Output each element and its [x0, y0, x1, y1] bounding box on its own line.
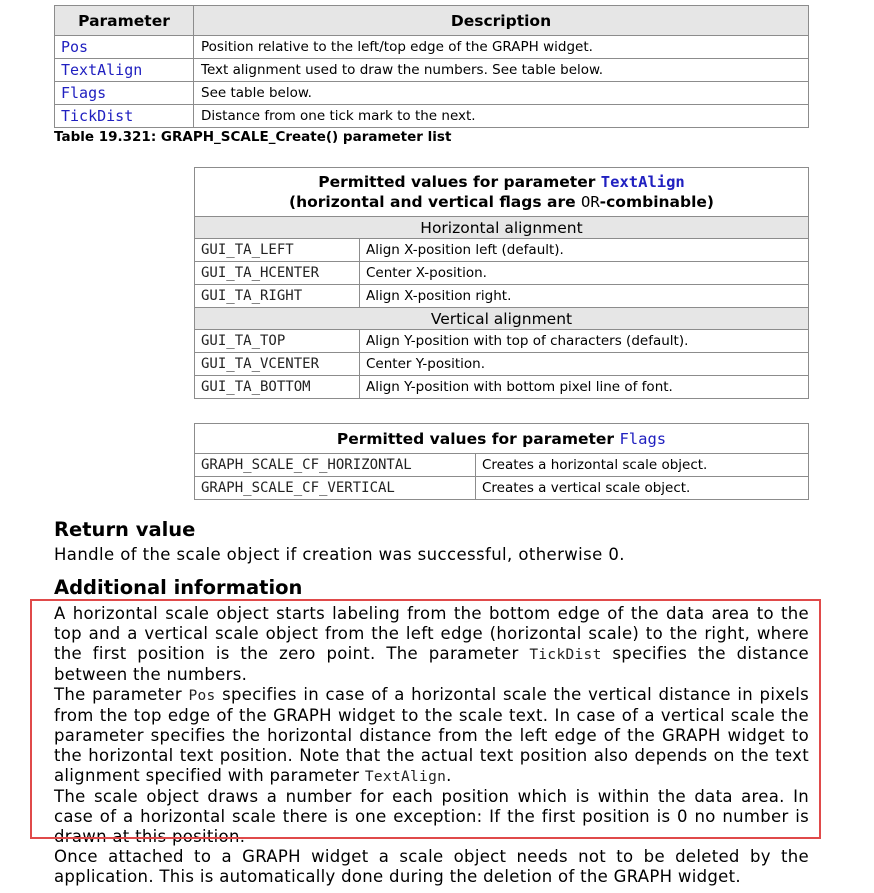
flag-horizontal-value: GRAPH_SCALE_CF_HORIZONTAL: [195, 454, 476, 477]
table-row: [55, 59, 809, 82]
textalign-title-param-link[interactable]: TextAlign: [600, 173, 685, 191]
info-p2-code-textalign: TextAlign: [364, 769, 447, 785]
param-textalign-desc: Text alignment used to draw the numbers. See table below.: [194, 59, 809, 82]
info-p2-text-b: specifies in case of a horizontal scale the vertical distance in pixels from the top edge of the GRAPH widget to the scale text. In case of a vertical scale the parameter specifies the horizontal distance from the left edge of the GRAPH widget to the horizontal text position. Note that the actual text position also depends on the text alignment specified with parameter: [54, 685, 809, 785]
param-pos-desc: Position relative to the left/top edge of the GRAPH widget.: [194, 36, 809, 59]
table-row: [195, 285, 809, 308]
table-row: [195, 477, 809, 500]
ta-bottom-desc: Align Y-position with bottom pixel line of font.: [360, 376, 809, 399]
textalign-table-title: [195, 168, 809, 217]
flag-horizontal-desc: Creates a horizontal scale object.: [476, 454, 809, 477]
param-header-parameter: Parameter: [55, 6, 194, 36]
textalign-values-table: [194, 167, 809, 399]
info-p1-text-a: A horizontal scale object starts labeling from the bottom edge of the data area to the top and a vertical scale object from the left edge (horizontal scale) to the right, where the first position is the zero point. The parameter: [54, 604, 809, 663]
table-row: [195, 454, 809, 477]
flags-title-prefix: Permitted values for parameter: [336, 429, 620, 448]
flags-table-title: [195, 424, 809, 454]
horizontal-alignment-heading: Horizontal alignment: [195, 217, 809, 239]
parameter-table: [54, 5, 809, 128]
textalign-title-or: OR: [581, 193, 600, 211]
flag-vertical-desc: Creates a vertical scale object.: [476, 477, 809, 500]
param-tickdist-desc: Distance from one tick mark to the next.: [194, 105, 809, 128]
ta-vcenter-desc: Center Y-position.: [360, 353, 809, 376]
return-value-heading: Return value: [54, 518, 196, 541]
table-row: [55, 105, 809, 128]
ta-right-value: GUI_TA_RIGHT: [195, 285, 360, 308]
param-pos-link[interactable]: Pos: [55, 36, 194, 59]
ta-left-value: GUI_TA_LEFT: [195, 239, 360, 262]
info-p1-code-tickdist: TickDist: [529, 647, 602, 663]
table-row: [195, 376, 809, 399]
table-row: [195, 330, 809, 353]
table-row: [195, 353, 809, 376]
textalign-title-line2-pre: (horizontal and vertical flags are: [288, 193, 581, 211]
ta-left-desc: Align X-position left (default).: [360, 239, 809, 262]
ta-top-desc: Align Y-position with top of characters (default).: [360, 330, 809, 353]
info-p2-text-a: The parameter: [54, 685, 189, 704]
table-row: [55, 36, 809, 59]
info-p2-text-c: .: [446, 766, 452, 785]
flag-vertical-value: GRAPH_SCALE_CF_VERTICAL: [195, 477, 476, 500]
table-row: [55, 82, 809, 105]
ta-bottom-value: GUI_TA_BOTTOM: [195, 376, 360, 399]
info-p2-code-pos: Pos: [188, 688, 216, 704]
return-value-text: Handle of the scale object if creation was successful, otherwise 0.: [54, 545, 625, 564]
param-flags-link[interactable]: Flags: [55, 82, 194, 105]
textalign-title-line2-post: -combinable): [599, 193, 714, 211]
ta-hcenter-desc: Center X-position.: [360, 262, 809, 285]
table-row: [195, 239, 809, 262]
highlight-box: [30, 599, 821, 839]
param-flags-desc: See table below.: [194, 82, 809, 105]
param-textalign-link[interactable]: TextAlign: [55, 59, 194, 82]
info-p1-text-b: specifies the distance between the numbers.: [54, 644, 809, 684]
additional-info-heading: Additional information: [54, 576, 303, 599]
flags-title-param-link[interactable]: Flags: [619, 429, 667, 448]
table-caption: Table 19.321: GRAPH_SCALE_Create() parameter list: [54, 129, 452, 145]
info-paragraph-4: Once attached to a GRAPH widget a scale object needs not to be deleted by the application. This is automatically done during the deletion of the GRAPH widget.: [54, 847, 809, 886]
flags-values-table: [194, 423, 809, 500]
ta-hcenter-value: GUI_TA_HCENTER: [195, 262, 360, 285]
ta-top-value: GUI_TA_TOP: [195, 330, 360, 353]
info-paragraph-3: The scale object draws a number for each position which is within the data area. In case of a horizontal scale there is one exception: If the first position is 0 no number is drawn at this position.: [54, 787, 809, 846]
param-header-description: Description: [194, 6, 809, 36]
textalign-title-prefix: Permitted values for parameter: [318, 173, 601, 191]
param-tickdist-link[interactable]: TickDist: [55, 105, 194, 128]
vertical-alignment-heading: Vertical alignment: [195, 308, 809, 330]
table-row: [195, 262, 809, 285]
ta-right-desc: Align X-position right.: [360, 285, 809, 308]
ta-vcenter-value: GUI_TA_VCENTER: [195, 353, 360, 376]
